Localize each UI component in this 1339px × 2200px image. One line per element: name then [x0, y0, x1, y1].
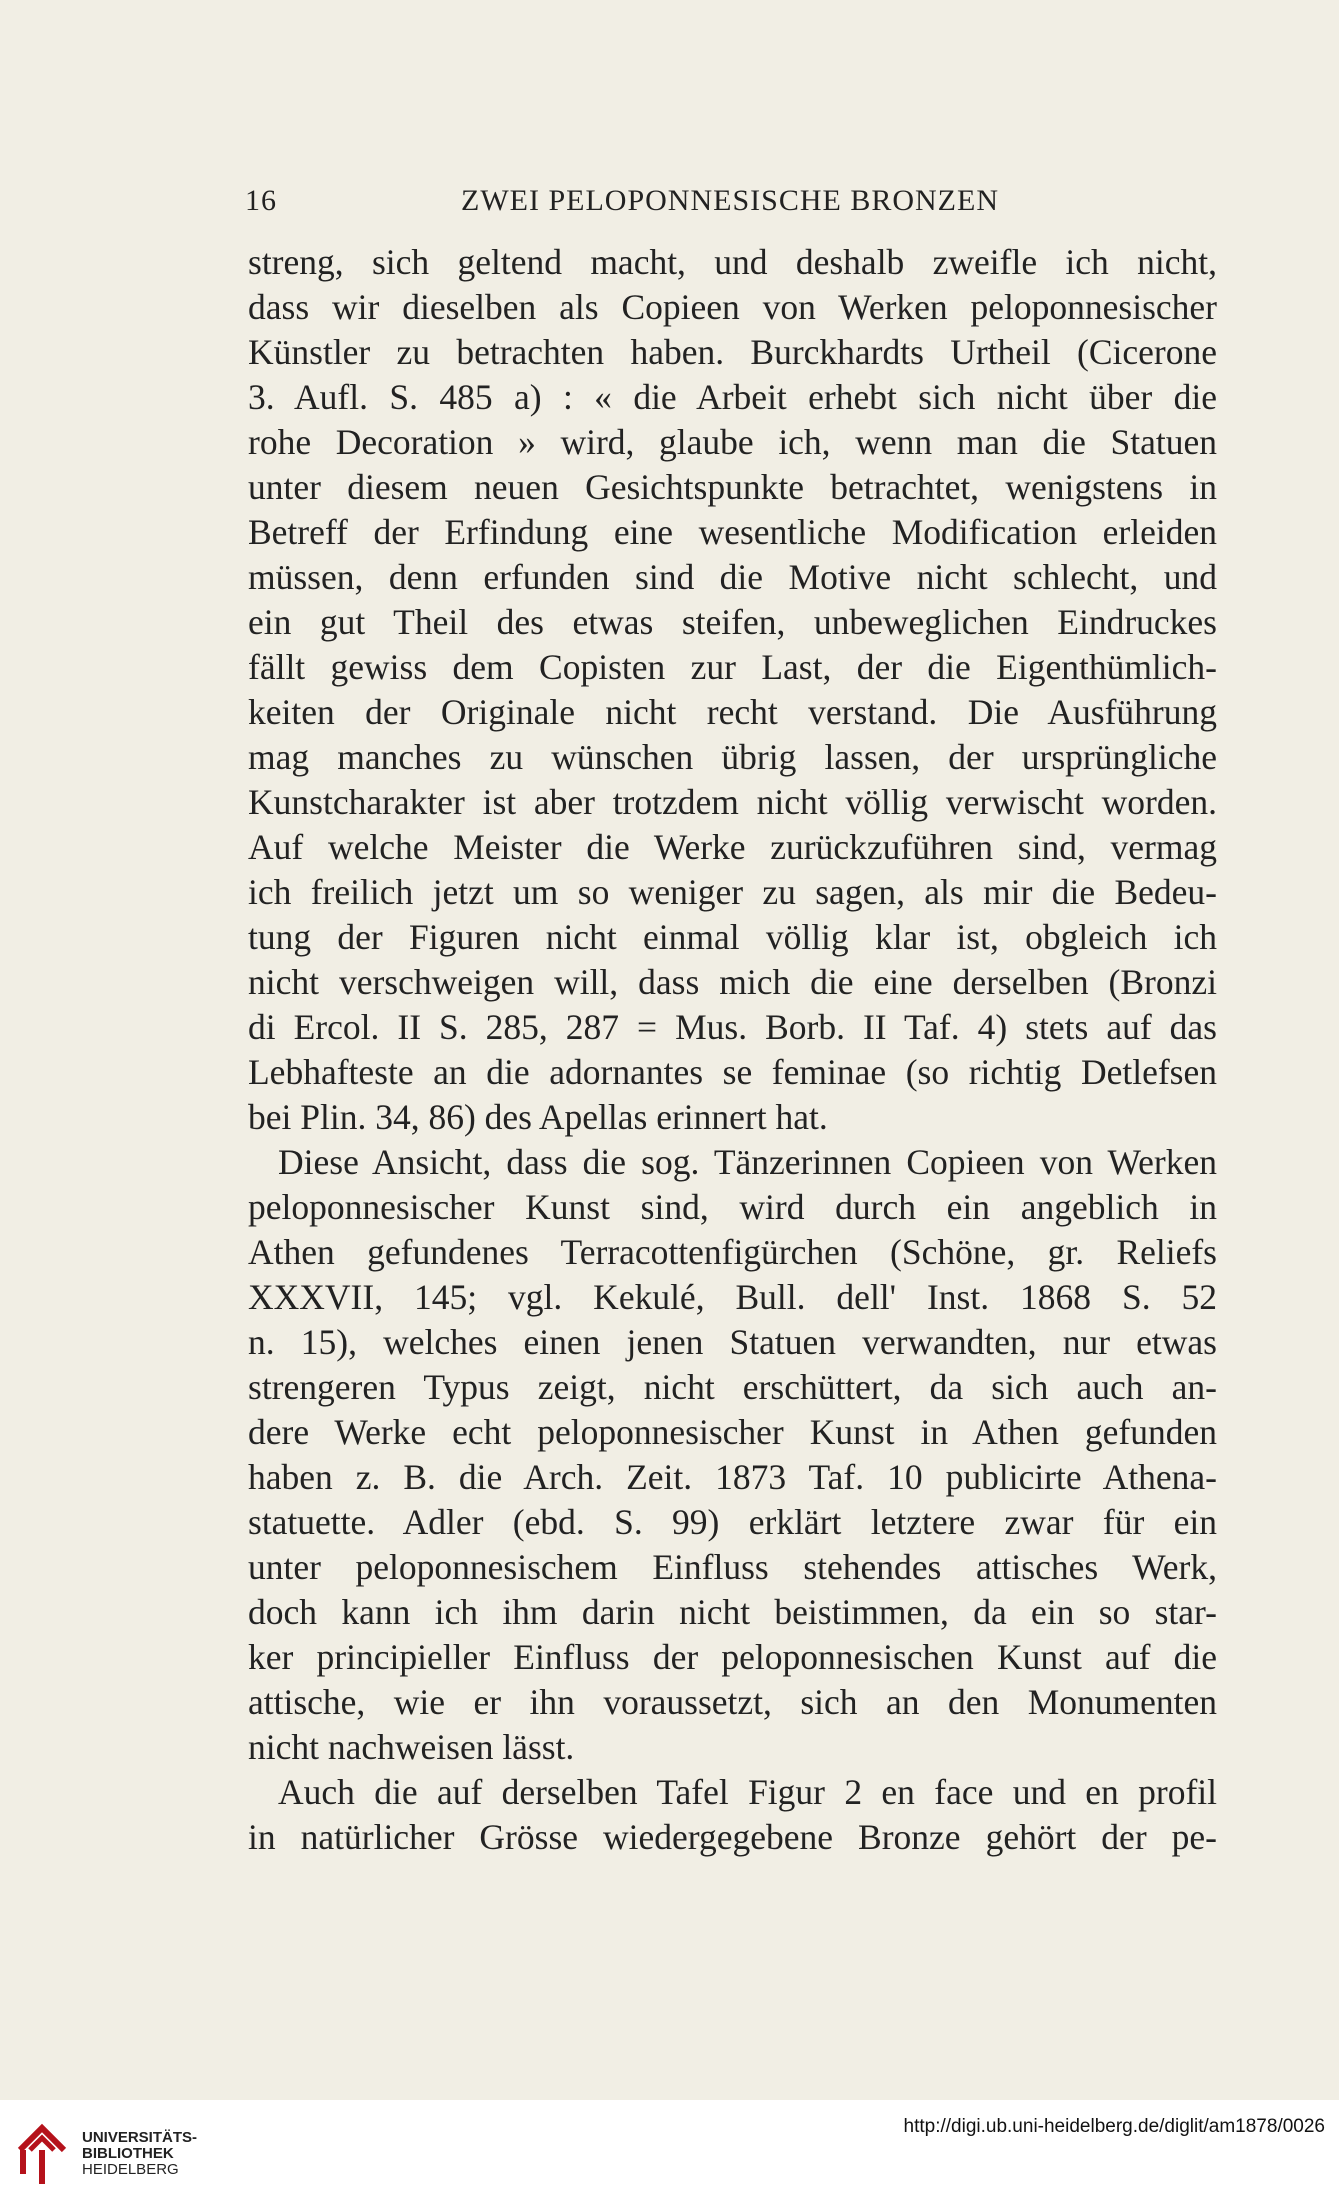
body-text [248, 240, 1217, 1860]
text-line: bei Plin. 34, 86) des Apellas erinnert hat. [248, 1097, 828, 1137]
footer-bar [0, 2100, 1339, 2200]
text-line: n. 15), welches einen jenen Statuen verwandten, nur etwas [248, 1322, 1217, 1362]
text-line: strengeren Typus zeigt, nicht erschüttert, da sich auch an- [248, 1367, 1217, 1407]
source-url-link[interactable]: http://digi.ub.uni-heidelberg.de/diglit/am1878/0026 [903, 2116, 1325, 2137]
text-line: di Ercol. II S. 285, 287 = Mus. Borb. II Taf. 4) stets auf das [248, 1007, 1217, 1047]
text-line: Kunstcharakter ist aber trotzdem nicht völlig verwischt worden. [248, 782, 1217, 822]
text-line: dere Werke echt peloponnesischer Kunst in Athen gefunden [248, 1412, 1217, 1452]
text-line: fällt gewiss dem Copisten zur Last, der die Eigenthümlich- [248, 647, 1217, 687]
text-line: nicht nachweisen lässt. [248, 1727, 575, 1767]
text-line: doch kann ich ihm darin nicht beistimmen, da ein so star- [248, 1592, 1217, 1632]
text-line: attische, wie er ihn voraussetzt, sich an den Monumenten [248, 1682, 1217, 1722]
text-line: haben z. B. die Arch. Zeit. 1873 Taf. 10 publicirte Athena- [248, 1457, 1217, 1497]
text-line: müssen, denn erfunden sind die Motive nicht schlecht, und [248, 557, 1217, 597]
text-line: tung der Figuren nicht einmal völlig klar ist, obgleich ich [248, 917, 1217, 957]
library-line-3: HEIDELBERG [82, 2161, 179, 2178]
text-line: XXXVII, 145; vgl. Kekulé, Bull. dell' Inst. 1868 S. 52 [248, 1277, 1217, 1317]
text-line: 3. Aufl. S. 485 a) : « die Arbeit erhebt sich nicht über die [248, 377, 1217, 417]
text-line: Athen gefundenes Terracottenfigürchen (Schöne, gr. Reliefs [248, 1232, 1217, 1272]
text-line: streng, sich geltend macht, und deshalb zweifle ich nicht, [248, 242, 1217, 282]
text-line: unter peloponnesischem Einfluss stehendes attisches Werk, [248, 1547, 1217, 1587]
text-line: keiten der Originale nicht recht verstand. Die Ausführung [248, 692, 1217, 732]
text-line: mag manches zu wünschen übrig lassen, der ursprüngliche [248, 737, 1217, 777]
text-line: Auch die auf derselben Tafel Figur 2 en face und en profil [278, 1772, 1217, 1812]
library-line-2: BIBLIOTHEK [82, 2145, 174, 2162]
text-line: rohe Decoration » wird, glaube ich, wenn man die Statuen [248, 422, 1217, 462]
text-line: ein gut Theil des etwas steifen, unbeweglichen Eindruckes [248, 602, 1217, 642]
library-logo-icon [12, 2110, 72, 2190]
text-line: unter diesem neuen Gesichtspunkte betrachtet, wenigstens in [248, 467, 1217, 507]
text-line: Diese Ansicht, dass die sog. Tänzerinnen Copieen von Werken [278, 1142, 1217, 1182]
text-line: peloponnesischer Kunst sind, wird durch ein angeblich in [248, 1187, 1217, 1227]
library-name [82, 2130, 197, 2178]
text-line: Lebhafteste an die adornantes se feminae (so richtig Detlefsen [248, 1052, 1217, 1092]
text-line: Künstler zu betrachten haben. Burckhardts Urtheil (Cicerone [248, 332, 1217, 372]
text-line: Auf welche Meister die Werke zurückzuführen sind, vermag [248, 827, 1217, 867]
library-line-1: UNIVERSITÄTS- [82, 2129, 198, 2146]
text-line: ich freilich jetzt um so weniger zu sagen, als mir die Bedeu- [248, 872, 1217, 912]
page-header [245, 184, 1215, 224]
text-line: Betreff der Erfindung eine wesentliche Modification erleiden [248, 512, 1217, 552]
text-line: in natürlicher Grösse wiedergegebene Bronze gehört der pe- [248, 1817, 1217, 1857]
text-line: statuette. Adler (ebd. S. 99) erklärt letztere zwar für ein [248, 1502, 1217, 1542]
text-line: dass wir dieselben als Copieen von Werken peloponnesischer [248, 287, 1217, 327]
page-number: 16 [245, 184, 277, 217]
text-line: nicht verschweigen will, dass mich die eine derselben (Bronzi [248, 962, 1217, 1002]
text-line: ker principieller Einfluss der peloponnesischen Kunst auf die [248, 1637, 1217, 1677]
running-title: ZWEI PELOPONNESISCHE BRONZEN [461, 184, 999, 217]
